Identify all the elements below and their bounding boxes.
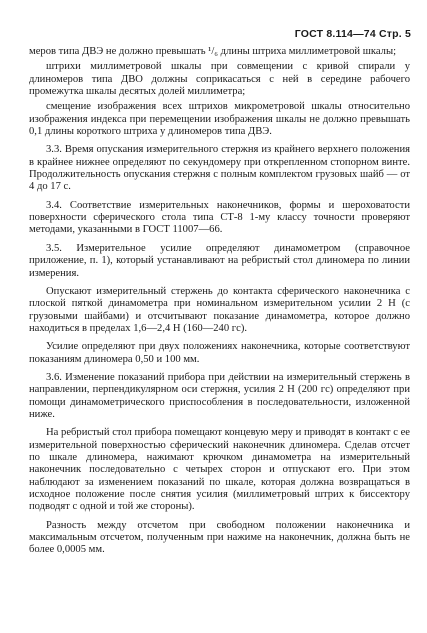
paragraph-continuation: меров типа ДВЭ не должно превышать ¹/₆ длины штриха миллиметровой шкалы;	[29, 46, 397, 57]
paragraph-ribbed-table: На ребристый стол прибора помещают концевую меру и приводят в контакт с ее измерительной поверхностью сферический наконечник длиномера. Сделав отсчет по шкале длиномера, нажимают крючком динамометра на измерительный наконечник последовательно с четырех сторон и отпускают его. При этом наблюдают за изменением показаний по шкале, которая должна возвращаться в исходное положение после снятия усилия (миллиметровый штрих к биссектору подводят с одной и той же стороны).	[29, 427, 410, 513]
paragraph-3-3: 3.3. Время опускания измерительного стержня из крайнего верхнего положения в крайнее нижнее определяют по секундомеру при открепленном стопорном винте. Продолжительность опускания стержня с полным комплектом грузовых шайб — от 4 до 17 с.	[29, 144, 410, 193]
paragraph-spiral-lines: штрихи миллиметровой шкалы при совмещении с кривой спирали у длиномеров типа ДВО должны соприкасаться с ней в середине рабочего промежутка шкалы десятых долей миллиметра;	[29, 61, 410, 98]
page-header: ГОСТ 8.114—74 Стр. 5	[294, 28, 411, 40]
paragraph-3-5: 3.5. Измерительное усилие определяют динамометром (справочное приложение, п. 1), который устанавливают на ребристый стол длиномера по линии измерения.	[29, 242, 410, 279]
paragraph-lowering-rod: Опускают измерительный стержень до контакта сферического наконечника с плоской пяткой динамометра при номинальном измерительном усилии 2 Н (с грузовыми шайбами) и отсчитывают показание динамометра, которое должно находиться в пределах 1,6—2,4 Н (160—240 гс).	[29, 285, 410, 334]
paragraph-scale-offset: смещение изображения всех штрихов микрометровой шкалы относительно изображения индекса при перемещении изображения шкалы не должно превышать 0,1 длины короткого штриха у длиномеров типа ДВЭ.	[29, 101, 410, 138]
paragraph-two-positions: Усилие определяют при двух положениях наконечника, которые соответствуют показаниям длиномера 0,50 и 100 мм.	[29, 341, 410, 365]
paragraph-3-6: 3.6. Изменение показаний прибора при действии на измерительный стержень в направлении, перпендикулярном оси стержня, усилия 2 Н (200 гс) определяют при помощи динамометрического приспособления в последовательности, изложенной ниже.	[29, 371, 410, 420]
page-body	[29, 46, 410, 560]
paragraph-difference: Разность между отсчетом при свободном положении наконечника и максимальным отсчетом, полученным при нажиме на наконечник, должна быть не более 0,0005 мм.	[29, 519, 410, 556]
paragraph-3-4: 3.4. Соответствие измерительных наконечников, формы и шероховатости поверхности сферического стола типа СТ-8 1-му классу точности проверяют методами, указанными в ГОСТ 11007—66.	[29, 199, 410, 236]
